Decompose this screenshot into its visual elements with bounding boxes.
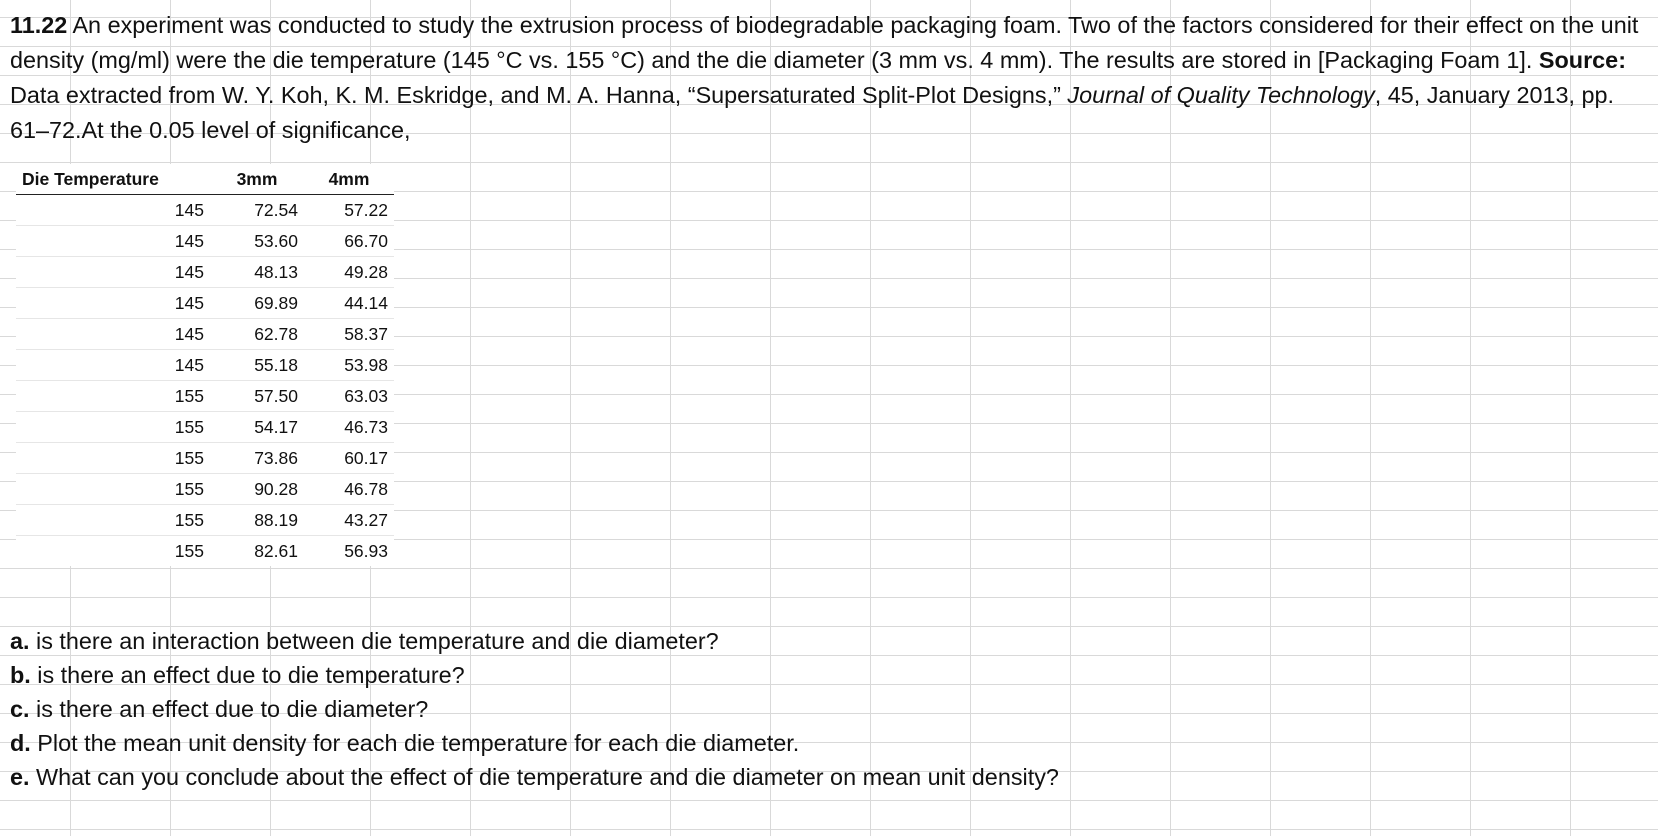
cell-4mm: 63.03 — [304, 381, 394, 412]
source-label: Source: — [1538, 47, 1626, 73]
cell-4mm: 60.17 — [304, 443, 394, 474]
cell-temperature: 145 — [16, 288, 210, 319]
cell-3mm: 69.89 — [210, 288, 304, 319]
table-row — [16, 226, 394, 257]
cell-temperature: 155 — [16, 536, 210, 567]
cell-3mm: 73.86 — [210, 443, 304, 474]
header-3mm: 3mm — [210, 164, 304, 195]
cell-3mm: 88.19 — [210, 505, 304, 536]
table-row — [16, 350, 394, 381]
cell-4mm: 56.93 — [304, 536, 394, 567]
problem-text-2: , 45, January 2013, pp. 61–72.At the 0.05 level of significance, — [10, 82, 1614, 143]
question-item-c — [10, 692, 1059, 726]
cell-3mm: 62.78 — [210, 319, 304, 350]
table-row — [16, 505, 394, 536]
cell-4mm: 44.14 — [304, 288, 394, 319]
source-text: Data extracted from W. Y. Koh, K. M. Eskridge, and M. A. Hanna, “Supersaturated Split-Plot Designs,” — [10, 82, 1068, 108]
table-row — [16, 195, 394, 226]
question-label: c. — [10, 696, 30, 722]
cell-4mm: 57.22 — [304, 195, 394, 226]
question-text: is there an effect due to die temperature? — [30, 662, 465, 688]
cell-temperature: 145 — [16, 195, 210, 226]
question-label: a. — [10, 628, 30, 654]
cell-4mm: 46.73 — [304, 412, 394, 443]
question-label: e. — [10, 764, 30, 790]
table-row — [16, 288, 394, 319]
header-4mm: 4mm — [304, 164, 394, 195]
journal-name: Journal of Quality Technology — [1067, 82, 1375, 108]
cell-3mm: 48.13 — [210, 257, 304, 288]
question-item-d — [10, 726, 1059, 760]
table-row — [16, 412, 394, 443]
cell-3mm: 54.17 — [210, 412, 304, 443]
table-row — [16, 257, 394, 288]
cell-temperature: 155 — [16, 505, 210, 536]
cell-temperature: 145 — [16, 350, 210, 381]
cell-temperature: 145 — [16, 226, 210, 257]
packaging-foam-table — [16, 164, 394, 566]
cell-temperature: 155 — [16, 381, 210, 412]
table-row — [16, 443, 394, 474]
cell-4mm: 53.98 — [304, 350, 394, 381]
question-item-b — [10, 658, 1059, 692]
cell-temperature: 155 — [16, 412, 210, 443]
cell-3mm: 55.18 — [210, 350, 304, 381]
question-item-e — [10, 760, 1059, 794]
cell-temperature: 145 — [16, 257, 210, 288]
question-list — [10, 624, 1059, 794]
cell-temperature: 155 — [16, 474, 210, 505]
cell-temperature: 145 — [16, 319, 210, 350]
cell-4mm: 49.28 — [304, 257, 394, 288]
problem-number: 11.22 — [10, 12, 68, 38]
question-label: b. — [10, 662, 31, 688]
question-text: What can you conclude about the effect of die temperature and die diameter on mean unit density? — [29, 764, 1059, 790]
cell-3mm: 57.50 — [210, 381, 304, 412]
cell-4mm: 58.37 — [304, 319, 394, 350]
table-row — [16, 536, 394, 567]
question-text: is there an effect due to die diameter? — [29, 696, 429, 722]
question-item-a — [10, 624, 1059, 658]
problem-text-1: An experiment was conducted to study the extrusion process of biodegradable packaging foam. Two of the factors considered for their effect on the unit density (mg/ml) were the die temperature (145 °C vs. 155 °C) and the die diameter (3 mm vs. 4 mm). The results are stored in [Packaging Foam 1]. — [10, 12, 1639, 73]
cell-4mm: 66.70 — [304, 226, 394, 257]
question-text: Plot the mean unit density for each die temperature for each die diameter. — [30, 730, 800, 756]
cell-temperature: 155 — [16, 443, 210, 474]
question-label: d. — [10, 730, 31, 756]
table-header-row — [16, 164, 394, 195]
header-die-temperature: Die Temperature — [16, 164, 210, 195]
cell-4mm: 46.78 — [304, 474, 394, 505]
cell-3mm: 90.28 — [210, 474, 304, 505]
cell-4mm: 43.27 — [304, 505, 394, 536]
cell-3mm: 82.61 — [210, 536, 304, 567]
table-row — [16, 474, 394, 505]
problem-statement — [10, 8, 1650, 148]
cell-3mm: 72.54 — [210, 195, 304, 226]
question-text: is there an interaction between die temperature and die diameter? — [29, 628, 719, 654]
cell-3mm: 53.60 — [210, 226, 304, 257]
table-row — [16, 381, 394, 412]
table-row — [16, 319, 394, 350]
